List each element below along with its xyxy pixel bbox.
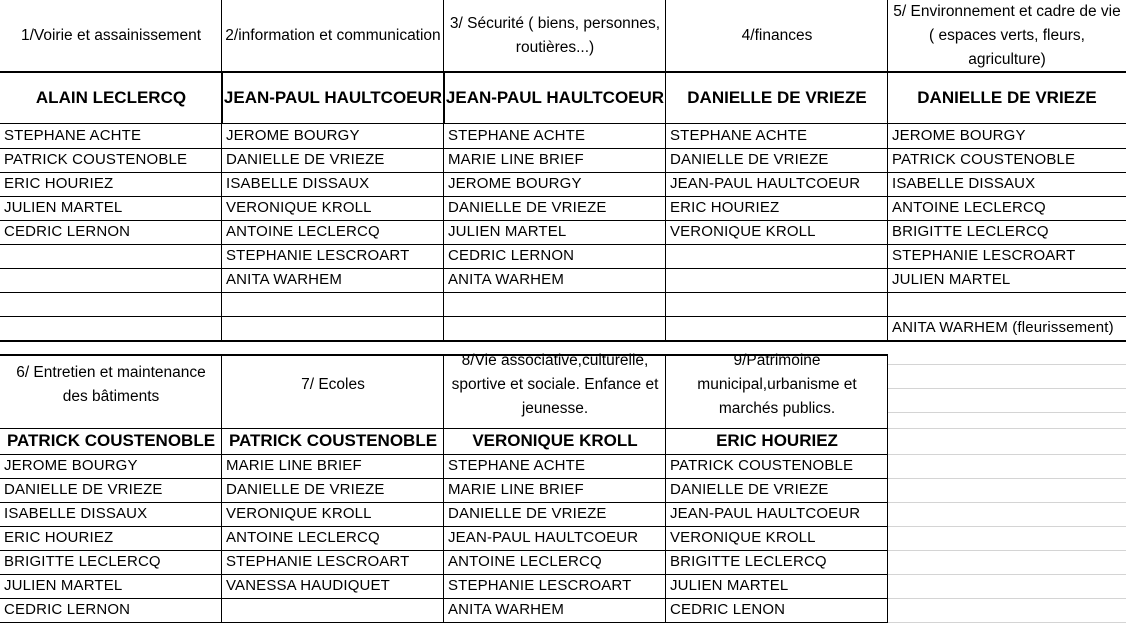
member-cell[interactable]: STEPHANIE LESCROART	[892, 247, 1076, 264]
commission-header[interactable]: 8/Vie associative,culturelle, sportive et sociale. Enfance et jeunesse.	[451, 352, 659, 417]
gridline-horizontal	[888, 428, 1126, 429]
member-cell[interactable]: ISABELLE DISSAUX	[226, 175, 370, 192]
member-cell[interactable]: DANIELLE DE VRIEZE	[448, 199, 607, 216]
commission-header[interactable]: 3/ Sécurité ( biens, personnes, routières...)	[449, 15, 661, 56]
member-cell[interactable]: CEDRIC LERNON	[4, 223, 131, 240]
member-cell[interactable]: JEROME BOURGY	[4, 457, 138, 474]
member-cell[interactable]: DANIELLE DE VRIEZE	[4, 481, 163, 498]
gridline-horizontal	[888, 454, 1126, 455]
member-cell[interactable]: MARIE LINE BRIEF	[226, 457, 362, 474]
member-cell[interactable]: STEPHANE ACHTE	[448, 127, 586, 144]
member-cell[interactable]: JEAN-PAUL HAULTCOEUR	[670, 505, 861, 522]
member-cell[interactable]: STEPHANIE LESCROART	[448, 577, 632, 594]
member-cell[interactable]: BRIGITTE LECLERCQ	[892, 223, 1049, 240]
member-cell[interactable]: ANITA WARHEM	[448, 601, 564, 618]
commission-header[interactable]: 1/Voirie et assainissement	[20, 27, 202, 44]
commission-header[interactable]: 4/finances	[741, 27, 813, 44]
commission-leader[interactable]: DANIELLE DE VRIEZE	[687, 88, 867, 107]
commission-leader[interactable]: VERONIQUE KROLL	[472, 431, 638, 450]
member-cell[interactable]: ANTOINE LECLERCQ	[892, 199, 1046, 216]
member-cell[interactable]: DANIELLE DE VRIEZE	[670, 481, 829, 498]
member-cell[interactable]: ISABELLE DISSAUX	[892, 175, 1036, 192]
member-cell[interactable]: JULIEN MARTEL	[4, 577, 123, 594]
member-cell[interactable]: VANESSA HAUDIQUET	[226, 577, 390, 594]
member-cell[interactable]: ANTOINE LECLERCQ	[226, 529, 380, 546]
gridline-horizontal	[888, 388, 1126, 389]
member-cell[interactable]: JULIEN MARTEL	[670, 577, 789, 594]
member-cell[interactable]	[444, 316, 666, 340]
member-cell[interactable]: JEAN-PAUL HAULTCOEUR	[448, 529, 639, 546]
commission-header[interactable]: 2/information et communication	[225, 27, 441, 44]
member-cell[interactable]: STEPHANIE LESCROART	[226, 247, 410, 264]
commission-leader[interactable]: JEAN-PAUL HAULTCOEUR	[445, 88, 665, 107]
member-cell[interactable]: CEDRIC LERNON	[4, 601, 131, 618]
member-cell[interactable]: ERIC HOURIEZ	[4, 175, 114, 192]
member-cell[interactable]: JEROME BOURGY	[448, 175, 582, 192]
commission-leader[interactable]: PATRICK COUSTENOBLE	[6, 431, 216, 450]
member-cell[interactable]	[666, 292, 888, 316]
gridline-horizontal	[888, 412, 1126, 413]
member-cell[interactable]	[0, 292, 222, 316]
member-cell[interactable]: ERIC HOURIEZ	[670, 199, 780, 216]
gridline-horizontal	[888, 364, 1126, 365]
member-cell[interactable]: PATRICK COUSTENOBLE	[4, 151, 188, 168]
member-cell[interactable]: STEPHANE ACHTE	[670, 127, 808, 144]
member-cell[interactable]: ANITA WARHEM	[448, 271, 564, 288]
member-cell[interactable]: MARIE LINE BRIEF	[448, 151, 584, 168]
member-cell[interactable]: JEROME BOURGY	[226, 127, 360, 144]
member-cell[interactable]	[444, 292, 666, 316]
commission-leader[interactable]: JEAN-PAUL HAULTCOEUR	[223, 88, 443, 107]
commission-leader[interactable]: DANIELLE DE VRIEZE	[917, 88, 1097, 107]
member-cell[interactable]: CEDRIC LENON	[670, 601, 786, 618]
member-cell[interactable]: DANIELLE DE VRIEZE	[226, 481, 385, 498]
member-cell[interactable]: ISABELLE DISSAUX	[4, 505, 148, 522]
member-cell[interactable]: DANIELLE DE VRIEZE	[670, 151, 829, 168]
member-cell[interactable]: STEPHANIE LESCROART	[226, 553, 410, 570]
member-cell[interactable]: ANITA WARHEM (fleurissement)	[892, 319, 1114, 336]
member-cell[interactable]: JULIEN MARTEL	[892, 271, 1011, 288]
member-cell[interactable]: STEPHANE ACHTE	[4, 127, 142, 144]
member-cell[interactable]: DANIELLE DE VRIEZE	[448, 505, 607, 522]
commission-leader[interactable]: ERIC HOURIEZ	[716, 431, 838, 450]
member-cell[interactable]: VERONIQUE KROLL	[670, 529, 816, 546]
member-cell[interactable]	[666, 244, 888, 268]
member-cell[interactable]: VERONIQUE KROLL	[670, 223, 816, 240]
member-cell[interactable]: JULIEN MARTEL	[4, 199, 123, 216]
member-cell[interactable]: STEPHANE ACHTE	[448, 457, 586, 474]
commission-header[interactable]: 9/Patrimoine municipal,urbanisme et marchés publics.	[697, 352, 857, 417]
member-cell[interactable]	[888, 292, 1126, 316]
member-cell[interactable]: VERONIQUE KROLL	[226, 199, 372, 216]
member-cell[interactable]	[666, 268, 888, 292]
member-cell[interactable]	[222, 316, 444, 340]
member-cell[interactable]: JULIEN MARTEL	[448, 223, 567, 240]
member-cell[interactable]	[222, 598, 444, 622]
commission-header[interactable]: 5/ Environnement et cadre de vie ( espaces verts, fleurs, agriculture)	[893, 3, 1121, 68]
member-cell[interactable]	[0, 316, 222, 340]
member-cell[interactable]	[222, 292, 444, 316]
member-cell[interactable]: VERONIQUE KROLL	[226, 505, 372, 522]
member-cell[interactable]	[0, 244, 222, 268]
member-cell[interactable]: ANTOINE LECLERCQ	[226, 223, 380, 240]
member-cell[interactable]: ANTOINE LECLERCQ	[448, 553, 602, 570]
member-cell[interactable]: BRIGITTE LECLERCQ	[4, 553, 161, 570]
commission-header[interactable]: 6/ Entretien et maintenance des bâtiments	[16, 364, 206, 405]
member-cell[interactable]: JEROME BOURGY	[892, 127, 1026, 144]
member-cell[interactable]: ANITA WARHEM	[226, 271, 342, 288]
member-cell[interactable]	[666, 316, 888, 340]
member-cell[interactable]: MARIE LINE BRIEF	[448, 481, 584, 498]
member-cell[interactable]: PATRICK COUSTENOBLE	[892, 151, 1076, 168]
member-cell[interactable]: PATRICK COUSTENOBLE	[670, 457, 854, 474]
member-cell[interactable]: CEDRIC LERNON	[448, 247, 575, 264]
member-cell[interactable]: JEAN-PAUL HAULTCOEUR	[670, 175, 861, 192]
commission-header[interactable]: 7/ Ecoles	[301, 376, 365, 393]
commission-leader[interactable]: PATRICK COUSTENOBLE	[228, 431, 438, 450]
member-cell[interactable]: DANIELLE DE VRIEZE	[226, 151, 385, 168]
member-cell[interactable]	[0, 268, 222, 292]
member-cell[interactable]: ERIC HOURIEZ	[4, 529, 114, 546]
commission-leader[interactable]: ALAIN LECLERCQ	[35, 88, 187, 107]
member-cell[interactable]: BRIGITTE LECLERCQ	[670, 553, 827, 570]
